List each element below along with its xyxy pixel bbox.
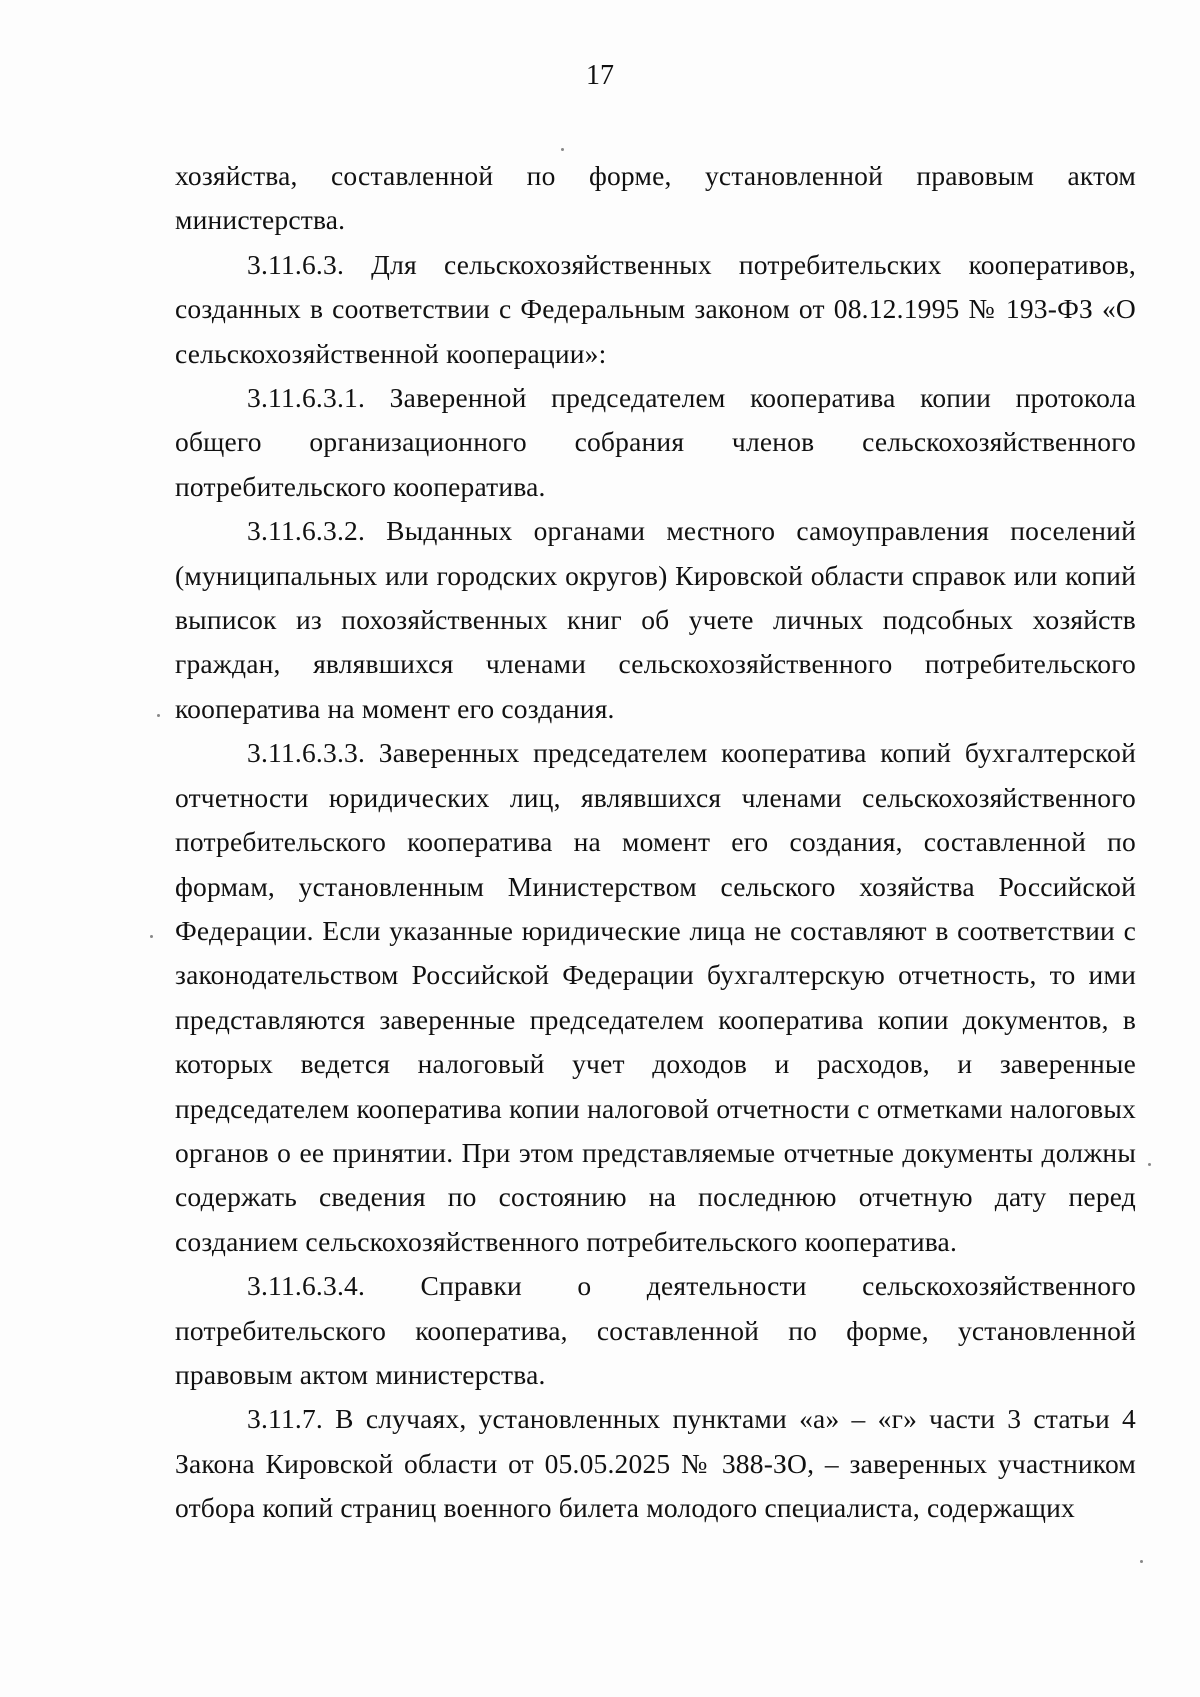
paragraph-3-11-6-3-3: 3.11.6.3.3. Заверенных председателем кооператива копий бухгалтерской отчетности юридических лиц, являвшихся членами сельскохозяйственного потребительского кооператива на момент его создания, составленной по формам, установленным Министерством сельского хозяйства Российской Федерации. Если указанные юридические лица не составляют в соответствии с законодательством Российской Федерации бухгалтерскую отчетность, то ими представляются заверенные председателем кооператива копии документов, в которых ведется налоговый учет доходов и расходов, и заверенные председателем кооператива копии налоговой отчетности с отметками налоговых органов о ее принятии. При этом представляемые отчетные документы должны содержать сведения по состоянию на последнюю отчетную дату перед созданием сельскохозяйственного потребительского кооператива.	[175, 737, 1136, 1257]
scan-speck	[157, 714, 160, 717]
document-body	[175, 154, 1136, 1531]
paragraph-continuation: хозяйства, составленной по форме, установленной правовым актом министерства.	[175, 160, 1136, 236]
paragraph-3-11-6-3: 3.11.6.3. Для сельскохозяйственных потребительских кооперативов, созданных в соответствии с Федеральным законом от 08.12.1995 № 193-ФЗ «О сельскохозяйственной кооперации»:	[175, 248, 1136, 369]
scan-speck	[561, 148, 564, 151]
scan-speck	[1148, 1163, 1151, 1166]
paragraph-3-11-6-3-1: 3.11.6.3.1. Заверенной председателем кооператива копии протокола общего организационного собрания членов сельскохозяйственного потребительского кооператива.	[175, 382, 1136, 502]
paragraph-3-11-6-3-4: 3.11.6.3.4. Справки о деятельности сельскохозяйственного потребительского кооператива, составленной по форме, установленной правовым актом министерства.	[175, 1270, 1136, 1390]
paragraph-3-11-7: 3.11.7. В случаях, установленных пунктами «а» – «г» части 3 статьи 4 Закона Кировской области от 05.05.2025 № 388-ЗО, – заверенных участником отбора копий страниц военного билета молодого специалиста, содержащих	[175, 1403, 1136, 1524]
paragraph-3-11-6-3-2: 3.11.6.3.2. Выданных органами местного самоуправления поселений (муниципальных или городских округов) Кировской области справок или копий выписок из похозяйственных книг об учете личных подсобных хозяйств граждан, являвшихся членами сельскохозяйственного потребительского кооператива на момент его создания.	[175, 515, 1136, 724]
scan-speck	[150, 935, 153, 938]
page-number: 17	[586, 60, 614, 91]
scan-speck	[1140, 1560, 1143, 1563]
